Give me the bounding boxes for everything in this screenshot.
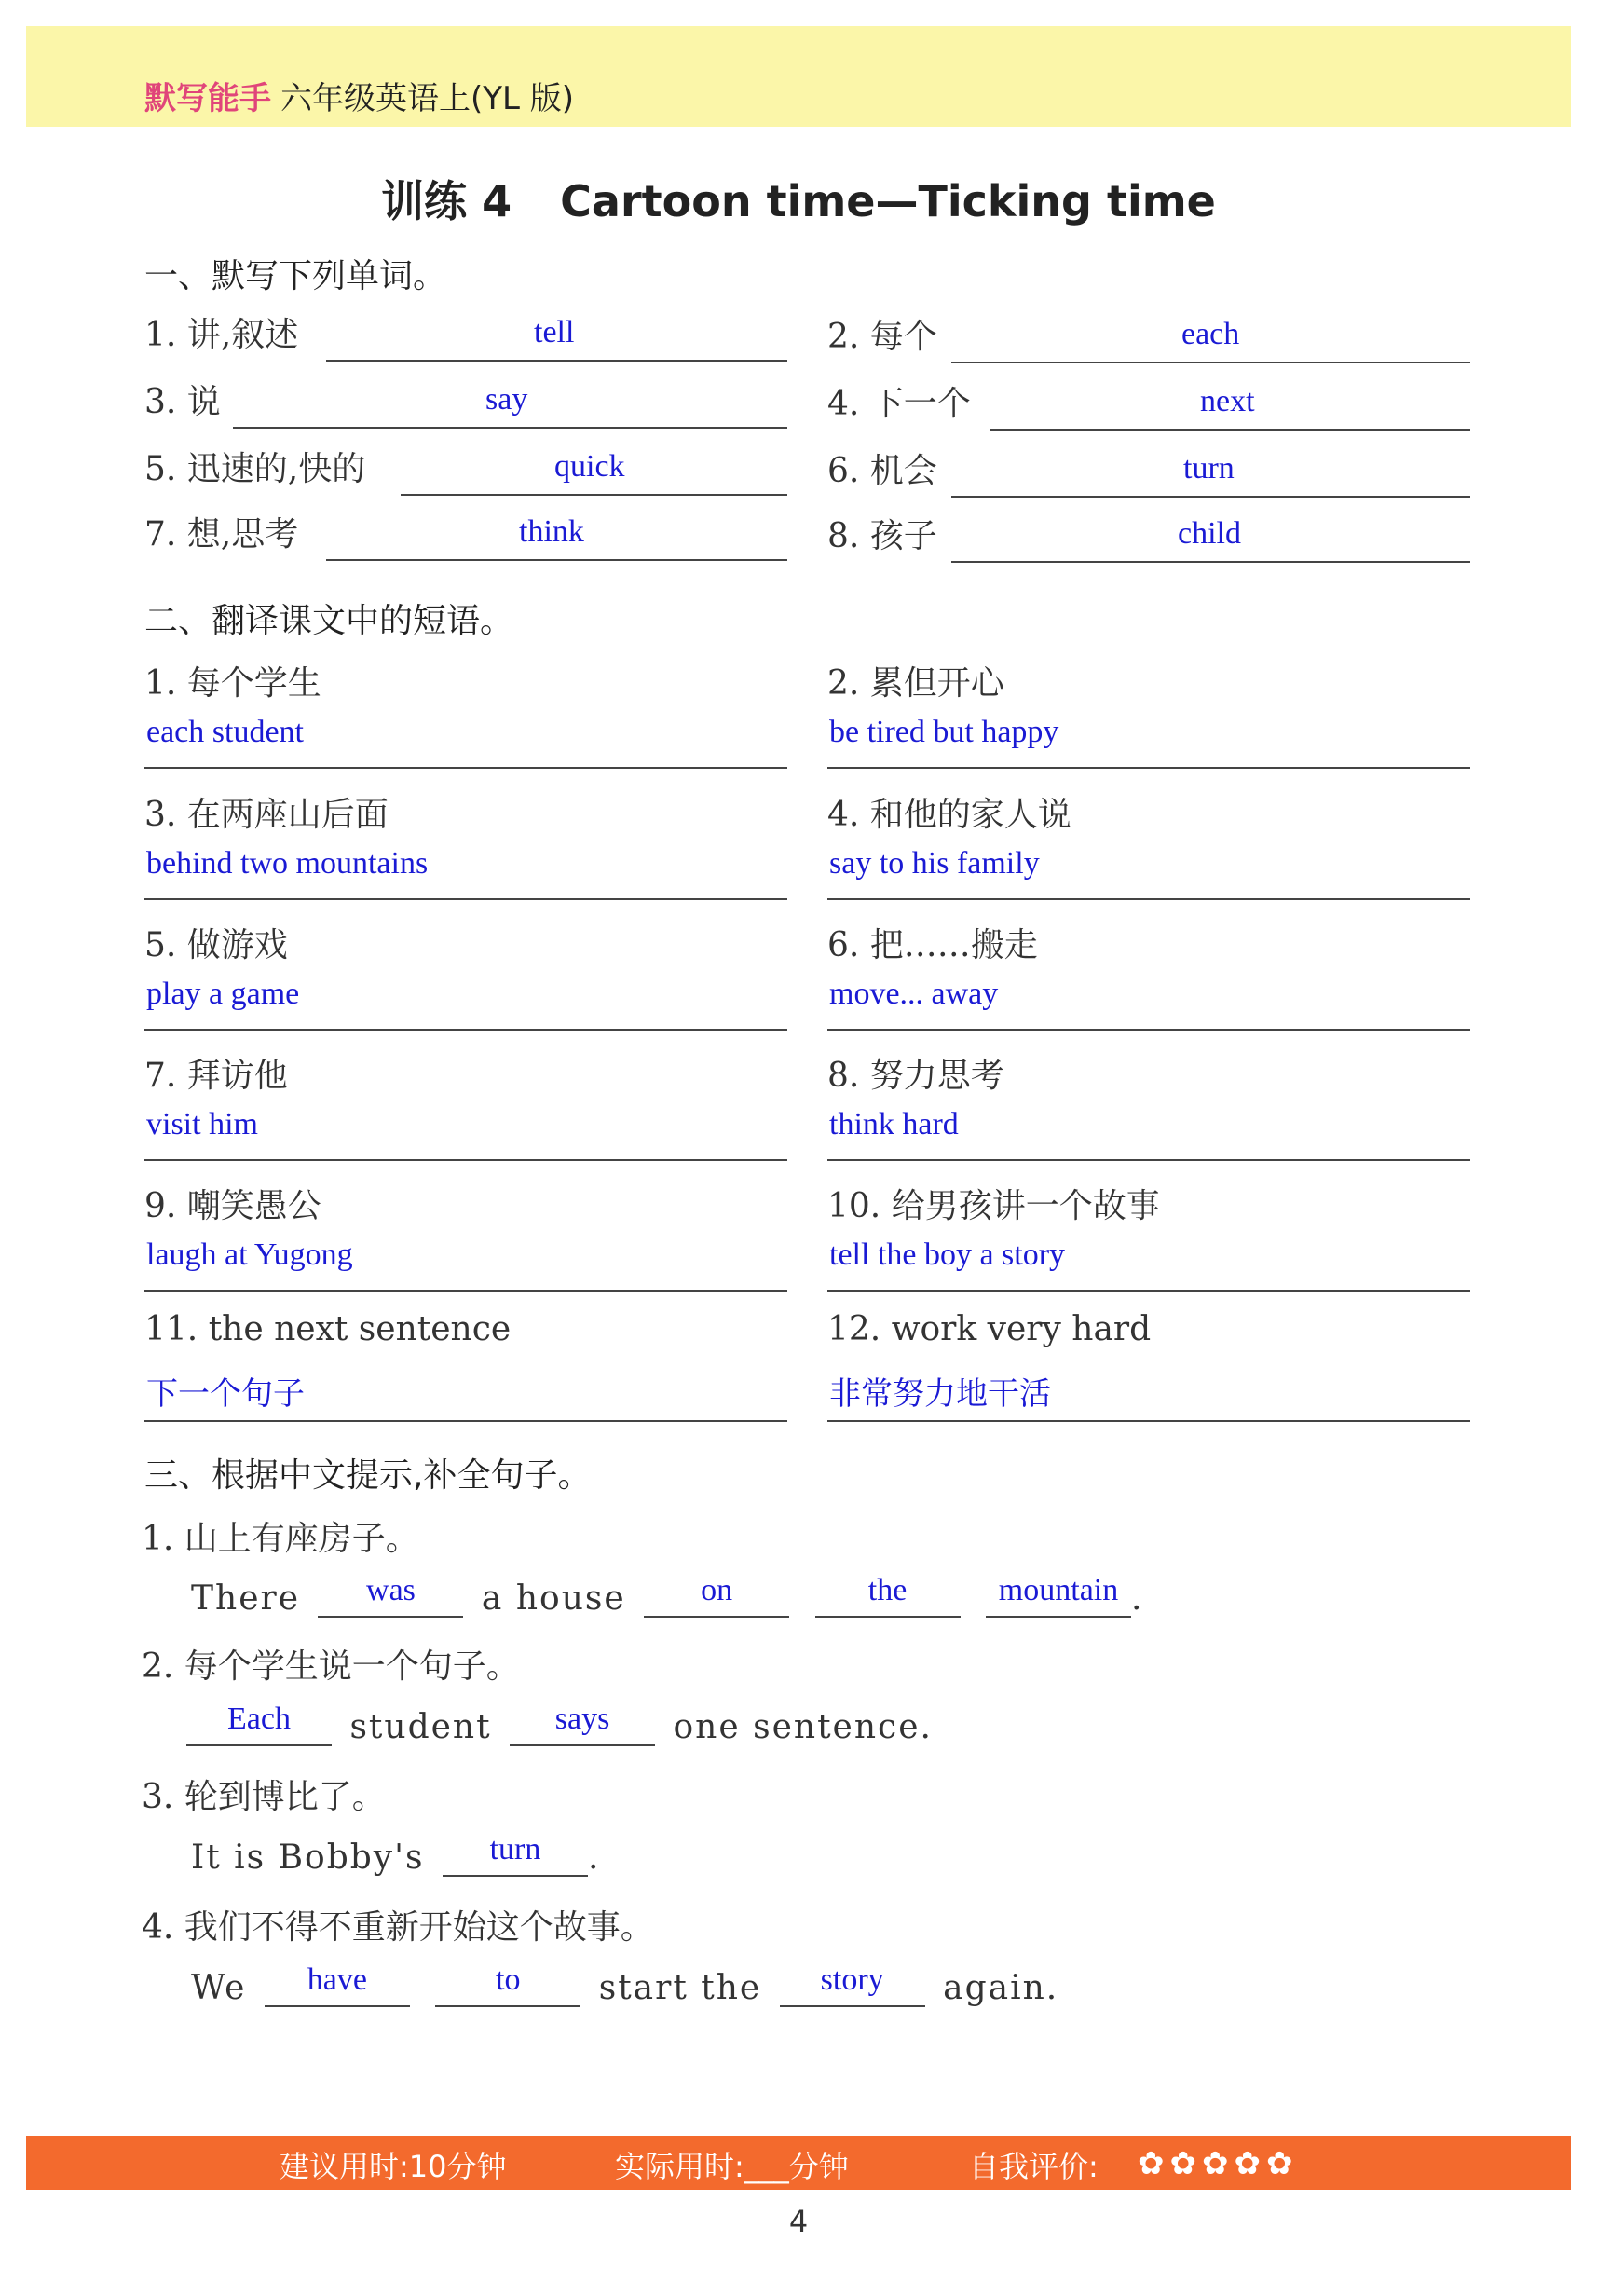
phrase-question: 6. 把……搬走 [827, 926, 1038, 964]
blank-answer: have [307, 1962, 367, 1997]
answer-line [827, 1159, 1470, 1161]
fill-blank [435, 1962, 580, 2007]
rating-star-icon[interactable]: ✿✿✿✿✿ [1138, 2145, 1299, 2182]
vocab-answer: child [1178, 516, 1241, 551]
phrase-question: 5. 做游戏 [144, 926, 288, 964]
phrase-answer: visit him [146, 1107, 258, 1141]
vocab-item [144, 432, 787, 498]
fill-blank [443, 1832, 588, 1877]
vocab-item [827, 499, 1470, 565]
sentence-prompt: 3. 轮到博比了。 [142, 1778, 386, 1816]
phrase-item [827, 1310, 1470, 1431]
answer-line [827, 767, 1470, 769]
sentence-word: There [191, 1579, 301, 1618]
answer-line [144, 1290, 787, 1292]
vocab-item [144, 365, 787, 430]
phrase-answer: each student [146, 715, 304, 749]
fill-blank [318, 1573, 463, 1618]
phrase-answer: think hard [829, 1107, 959, 1141]
sentence-word: student [349, 1708, 492, 1746]
answer-line [144, 767, 787, 769]
sentence-word: It is Bobby's [191, 1838, 425, 1877]
phrase-question: 7. 拜访他 [144, 1057, 288, 1095]
answer-line [827, 898, 1470, 900]
phrase-question: 4. 和他的家人说 [827, 796, 1071, 834]
fill-blank [186, 1702, 332, 1746]
vocab-label: 2. 每个 [827, 318, 937, 356]
lesson-number: 训练 4 [381, 176, 512, 226]
sentence-fill [191, 1832, 600, 1888]
phrase-item [144, 1180, 787, 1301]
blank-answer: on [701, 1573, 733, 1607]
fill-blank [265, 1962, 410, 2007]
section2-heading: 二、翻译课文中的短语。 [144, 602, 514, 640]
sentence-prompt: 4. 我们不得不重新开始这个故事。 [142, 1908, 654, 1947]
sentence-prompt: 2. 每个学生说一个句子。 [142, 1647, 520, 1686]
vocab-answer: tell [534, 315, 575, 349]
vocab-label: 5. 迅速的,快的 [144, 450, 366, 488]
vocab-answer: say [485, 382, 528, 417]
sentence-fill [191, 1573, 1143, 1629]
blank-answer: story [820, 1962, 884, 1997]
fill-blank [815, 1573, 961, 1618]
phrase-answer: be tired but happy [829, 715, 1059, 749]
sentence-fill [191, 1962, 1058, 2018]
actual-time: 实际用时:___分钟 [615, 2149, 849, 2184]
blank-answer: was [366, 1573, 416, 1607]
fill-blank [780, 1962, 925, 2007]
phrase-item [144, 1310, 787, 1431]
vocab-label: 1. 讲,叙述 [144, 316, 299, 354]
vocab-answer: each [1181, 317, 1240, 351]
book-subtitle: 六年级英语上(YL 版) [280, 80, 575, 117]
vocab-label: 7. 想,思考 [144, 515, 299, 554]
footer-band [26, 2136, 1571, 2190]
phrase-answer: 非常努力地干活 [829, 1377, 1051, 1412]
page-title [0, 168, 1597, 229]
vocab-label: 8. 孩子 [827, 517, 937, 555]
phrase-item [827, 1049, 1470, 1170]
fill-blank [644, 1573, 789, 1618]
self-evaluation-label: 自我评价: [969, 2149, 1099, 2184]
answer-line [144, 1029, 787, 1031]
vocab-answer: next [1200, 384, 1255, 418]
phrase-question: 8. 努力思考 [827, 1057, 1004, 1095]
vocab-item [827, 367, 1470, 432]
fill-blank [510, 1702, 655, 1746]
answer-line [144, 1159, 787, 1161]
vocab-item [144, 298, 787, 363]
sentence-fill [186, 1702, 933, 1757]
blank-answer: turn [489, 1832, 541, 1866]
phrase-item [144, 657, 787, 778]
phrase-question: 9. 嘲笑愚公 [144, 1187, 321, 1225]
phrase-answer: move... away [829, 977, 999, 1011]
vocab-label: 6. 机会 [827, 452, 937, 490]
lesson-title: Cartoon time—Ticking time [560, 176, 1216, 226]
sentence-word: a house [481, 1579, 626, 1618]
section3-heading: 三、根据中文提示,补全句子。 [144, 1456, 592, 1495]
phrase-answer: 下一个句子 [146, 1377, 305, 1412]
vocab-answer: quick [554, 449, 625, 484]
phrase-question: 3. 在两座山后面 [144, 796, 389, 834]
phrase-question: 11. the next sentence [144, 1310, 512, 1348]
phrase-question: 1. 每个学生 [144, 664, 321, 703]
vocab-label: 4. 下一个 [827, 385, 971, 423]
blank-answer: to [496, 1962, 521, 1997]
sentence-prompt: 1. 山上有座房子。 [142, 1520, 419, 1558]
phrase-answer: say to his family [829, 846, 1040, 881]
fill-blank [986, 1573, 1131, 1618]
section1-heading: 一、默写下列单词。 [144, 257, 447, 295]
phrase-answer: laugh at Yugong [146, 1237, 353, 1272]
vocab-item [827, 300, 1470, 365]
phrase-item [827, 1180, 1470, 1301]
phrase-item [827, 657, 1470, 778]
page-number: 4 [788, 2204, 809, 2239]
phrase-question: 2. 累但开心 [827, 664, 1004, 703]
phrase-item [144, 1049, 787, 1170]
vocab-item [144, 498, 787, 563]
answer-line [827, 1029, 1470, 1031]
blank-answer: Each [227, 1702, 291, 1736]
answer-line [827, 1420, 1470, 1422]
blank-answer: the [867, 1573, 908, 1607]
phrase-item [827, 788, 1470, 909]
phrase-answer: play a game [146, 977, 300, 1011]
phrase-item [144, 788, 787, 909]
sentence-word: start the [598, 1969, 762, 2007]
phrase-item [827, 919, 1470, 1040]
phrase-item [144, 919, 787, 1040]
vocab-answer: think [519, 514, 584, 549]
answer-line [144, 898, 787, 900]
vocab-label: 3. 说 [144, 383, 221, 421]
phrase-answer: tell the boy a story [829, 1237, 1066, 1272]
blank-answer: says [554, 1702, 610, 1736]
suggested-time: 建议用时:10分钟 [280, 2149, 507, 2184]
vocab-answer: turn [1183, 451, 1235, 485]
answer-line [144, 1420, 787, 1422]
vocab-item [827, 434, 1470, 499]
phrase-answer: behind two mountains [146, 846, 429, 881]
answer-line [827, 1290, 1470, 1292]
sentence-word: again. [943, 1969, 1059, 2007]
header [144, 73, 574, 118]
sentence-word: . [1131, 1579, 1144, 1618]
phrase-question: 10. 给男孩讲一个故事 [827, 1187, 1160, 1225]
sentence-word: . [587, 1838, 601, 1877]
sentence-word: one sentence. [673, 1708, 933, 1746]
blank-answer: mountain [998, 1573, 1119, 1607]
phrase-question: 12. work very hard [827, 1310, 1152, 1348]
brand-name: 默写能手 [144, 80, 271, 117]
sentence-word: We [191, 1969, 247, 2007]
